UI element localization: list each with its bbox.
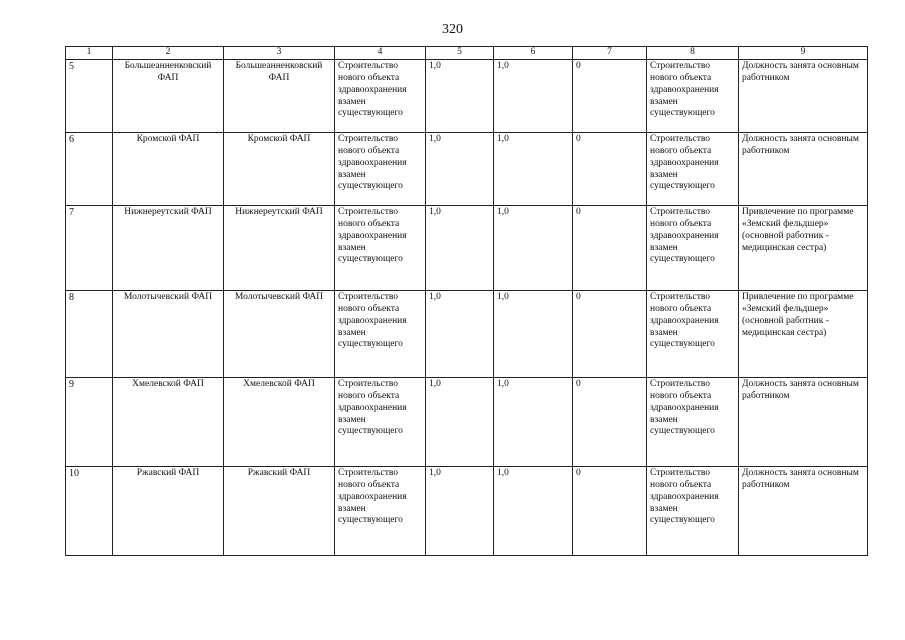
staffing-note: Должность занята основным работником	[739, 59, 868, 132]
column-header: 7	[573, 47, 647, 60]
cell-value: 1,0	[426, 466, 494, 555]
planned-action: Строительство нового объекта здравоохранения взамен существующего	[647, 466, 739, 555]
row-number: 8	[66, 290, 113, 377]
planned-action: Строительство нового объекта здравоохранения взамен существующего	[335, 466, 426, 555]
facility-name: Нижнереутский ФАП	[113, 205, 224, 290]
planned-action: Строительство нового объекта здравоохранения взамен существующего	[647, 59, 739, 132]
facility-name: Кромской ФАП	[224, 132, 335, 205]
facility-name: Молотычевский ФАП	[224, 290, 335, 377]
planned-action: Строительство нового объекта здравоохранения взамен существующего	[335, 290, 426, 377]
table-row	[66, 59, 868, 132]
table-row	[66, 377, 868, 466]
staffing-note: Должность занята основным работником	[739, 466, 868, 555]
row-number: 5	[66, 59, 113, 132]
planned-action: Строительство нового объекта здравоохранения взамен существующего	[647, 377, 739, 466]
table-row	[66, 290, 868, 377]
column-header: 5	[426, 47, 494, 60]
facility-name: Большеанненковский ФАП	[224, 59, 335, 132]
facility-name: Хмелевской ФАП	[224, 377, 335, 466]
facility-table	[65, 46, 868, 556]
column-header: 6	[494, 47, 573, 60]
staffing-note: Привлечение по программе «Земский фельдшер» (основной работник - медицинская сестра)	[739, 290, 868, 377]
cell-value: 0	[573, 205, 647, 290]
cell-value: 1,0	[494, 132, 573, 205]
facility-name: Ржавский ФАП	[113, 466, 224, 555]
facility-name: Кромской ФАП	[113, 132, 224, 205]
column-header: 9	[739, 47, 868, 60]
planned-action: Строительство нового объекта здравоохранения взамен существующего	[647, 132, 739, 205]
cell-value: 1,0	[426, 205, 494, 290]
planned-action: Строительство нового объекта здравоохранения взамен существующего	[335, 59, 426, 132]
cell-value: 1,0	[426, 377, 494, 466]
table-row	[66, 466, 868, 555]
facility-name: Нижнереутский ФАП	[224, 205, 335, 290]
column-header: 4	[335, 47, 426, 60]
staffing-note: Должность занята основным работником	[739, 377, 868, 466]
planned-action: Строительство нового объекта здравоохранения взамен существующего	[335, 132, 426, 205]
planned-action: Строительство нового объекта здравоохранения взамен существующего	[335, 377, 426, 466]
planned-action: Строительство нового объекта здравоохранения взамен существующего	[335, 205, 426, 290]
column-header: 1	[66, 47, 113, 60]
cell-value: 0	[573, 132, 647, 205]
facility-name: Хмелевской ФАП	[113, 377, 224, 466]
table-row	[66, 132, 868, 205]
header-row	[66, 47, 868, 60]
cell-value: 1,0	[426, 132, 494, 205]
page-number: 320	[442, 22, 463, 37]
cell-value: 1,0	[494, 290, 573, 377]
planned-action: Строительство нового объекта здравоохранения взамен существующего	[647, 290, 739, 377]
cell-value: 1,0	[426, 59, 494, 132]
cell-value: 1,0	[494, 466, 573, 555]
cell-value: 0	[573, 466, 647, 555]
facility-name: Молотычевский ФАП	[113, 290, 224, 377]
row-number: 9	[66, 377, 113, 466]
column-header: 2	[113, 47, 224, 60]
row-number: 6	[66, 132, 113, 205]
row-number: 10	[66, 466, 113, 555]
staffing-note: Должность занята основным работником	[739, 132, 868, 205]
planned-action: Строительство нового объекта здравоохранения взамен существующего	[647, 205, 739, 290]
cell-value: 0	[573, 290, 647, 377]
column-header: 8	[647, 47, 739, 60]
facility-name: Большеанненковский ФАП	[113, 59, 224, 132]
staffing-note: Привлечение по программе «Земский фельдшер» (основной работник - медицинская сестра)	[739, 205, 868, 290]
cell-value: 1,0	[426, 290, 494, 377]
cell-value: 1,0	[494, 205, 573, 290]
cell-value: 1,0	[494, 377, 573, 466]
cell-value: 0	[573, 59, 647, 132]
cell-value: 0	[573, 377, 647, 466]
row-number: 7	[66, 205, 113, 290]
column-header: 3	[224, 47, 335, 60]
table-row	[66, 205, 868, 290]
facility-name: Ржавский ФАП	[224, 466, 335, 555]
cell-value: 1,0	[494, 59, 573, 132]
